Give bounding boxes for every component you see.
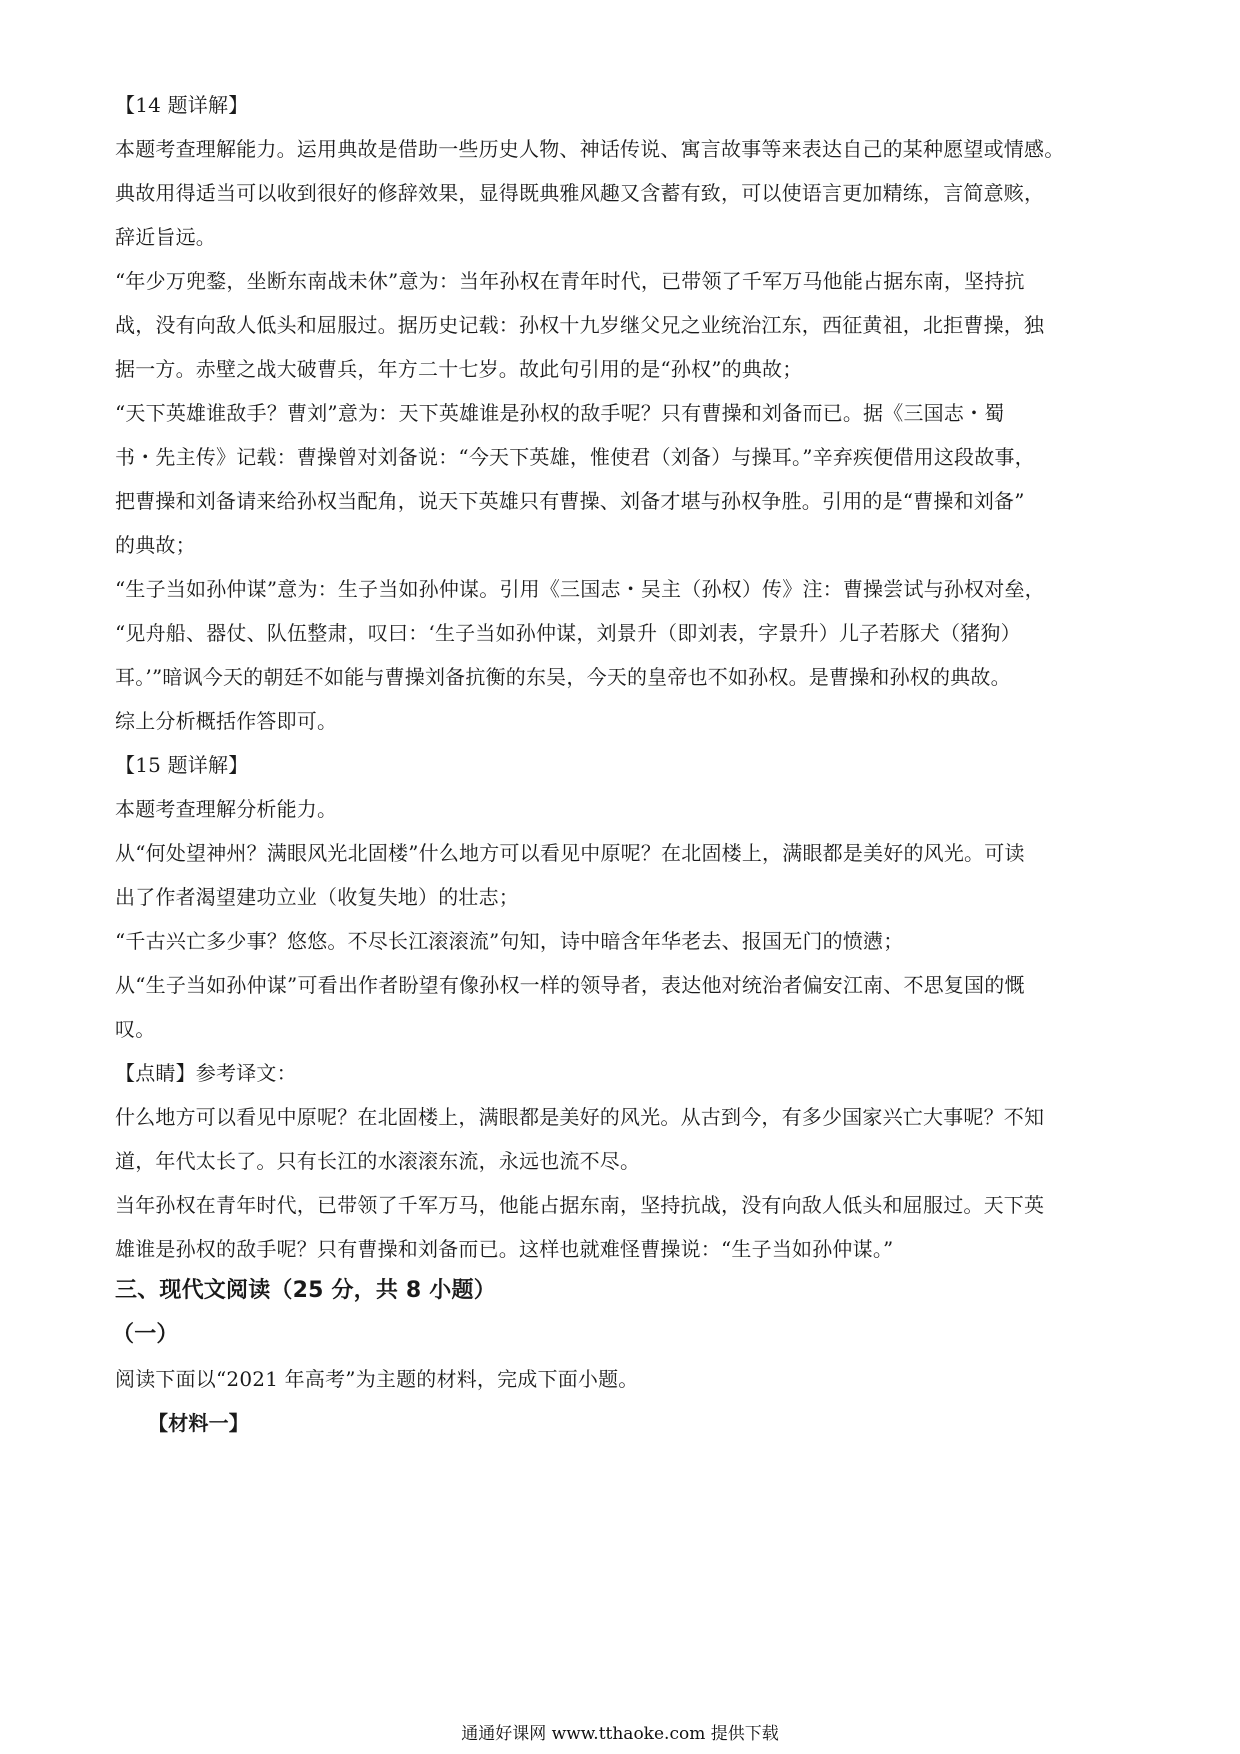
q14-p3: 辞近旨远。 — [115, 225, 216, 249]
q14-p13: 耳。’”暗讽今天的朝廷不如能与曹操刘备抗衡的东吴，今天的皇帝也不如孙权。是曹操和孙权的典故。 — [115, 665, 1011, 689]
q14-p5: 战，没有向敌人低头和屈服过。据历史记载：孙权十九岁继父兄之业统治江东，西征黄祖，北拒曹操，独 — [115, 313, 1045, 337]
q15-p5: 从“生子当如孙仲谋”可看出作者盼望有像孙权一样的领导者，表达他对统治者偏安江南、不思复国的慨 — [115, 973, 1025, 997]
q14-heading: 【14 题详解】 — [115, 93, 249, 117]
q15-p2: 从“何处望神州？满眼风光北固楼”什么地方可以看见中原呢？在北固楼上，满眼都是美好的风光。可读 — [115, 841, 1025, 865]
page-footer: 通通好课网 www.tthaoke.com 提供下载 — [461, 1724, 779, 1744]
q15-p3: 出了作者渴望建功立业（收复失地）的壮志； — [115, 885, 519, 909]
trans-p2: 道，年代太长了。只有长江的水滚滚东流，永远也流不尽。 — [115, 1149, 641, 1173]
q15-p1: 本题考查理解分析能力。 — [115, 797, 338, 821]
q14-p7: “天下英雄谁敌手？曹刘”意为：天下英雄谁是孙权的敌手呢？只有曹操和刘备而已。据《三国志・蜀 — [115, 401, 1005, 425]
part1-heading: （一） — [112, 1322, 179, 1347]
q14-p4: “年少万兜鍪，坐断东南战未休”意为：当年孙权在青年时代，已带领了千军万马他能占据东南，坚持抗 — [115, 269, 1025, 293]
dianjing-heading: 【点睛】参考译文： — [115, 1061, 297, 1085]
reading-intro: 阅读下面以“2021 年高考”为主题的材料，完成下面小题。 — [115, 1367, 639, 1391]
q14-p2: 典故用得适当可以收到很好的修辞效果，显得既典雅风趣又含蓄有致，可以使语言更加精练，言简意赅， — [115, 181, 1045, 205]
q14-p12: “见舟船、器仗、队伍整肃，叹曰：‘生子当如孙仲谋，刘景升（即刘表，字景升）儿子若豚犬（猪狗） — [115, 621, 1021, 645]
q14-p10: 的典故； — [115, 533, 196, 557]
q14-p14: 综上分析概括作答即可。 — [115, 709, 338, 733]
q15-p4: “千古兴亡多少事？悠悠。不尽长江滚滚流”句知，诗中暗含年华老去、报国无门的愤懑； — [115, 929, 904, 953]
q14-p8: 书・先主传》记载：曹操曾对刘备说：“今天下英雄，惟使君（刘备）与操耳。”辛弃疾便借用这段故事， — [115, 445, 1035, 469]
trans-p1: 什么地方可以看见中原呢？在北固楼上，满眼都是美好的风光。从古到今，有多少国家兴亡大事呢？不知 — [115, 1105, 1045, 1129]
q14-p11: “生子当如孙仲谋”意为：生子当如孙仲谋。引用《三国志・吴主（孙权）传》注：曹操尝试与孙权对垒， — [115, 577, 1045, 601]
q15-p6: 叹。 — [115, 1017, 156, 1041]
q14-p1: 本题考查理解能力。运用典故是借助一些历史人物、神话传说、寓言故事等来表达自己的某种愿望或情感。 — [115, 137, 1065, 161]
section3-heading: 三、现代文阅读（25 分，共 8 小题） — [115, 1278, 496, 1303]
material1-heading: 【材料一】 — [148, 1411, 249, 1435]
trans-p3: 当年孙权在青年时代，已带领了千军万马，他能占据东南，坚持抗战，没有向敌人低头和屈服过。天下英 — [115, 1193, 1045, 1217]
q14-p6: 据一方。赤壁之战大破曹兵，年方二十七岁。故此句引用的是“孙权”的典故； — [115, 357, 803, 381]
q15-heading: 【15 题详解】 — [115, 753, 249, 777]
trans-p4: 雄谁是孙权的敌手呢？只有曹操和刘备而已。这样也就难怪曹操说：“生子当如孙仲谋。” — [115, 1237, 894, 1261]
q14-p9: 把曹操和刘备请来给孙权当配角，说天下英雄只有曹操、刘备才堪与孙权争胜。引用的是“曹操和刘备” — [115, 489, 1025, 513]
